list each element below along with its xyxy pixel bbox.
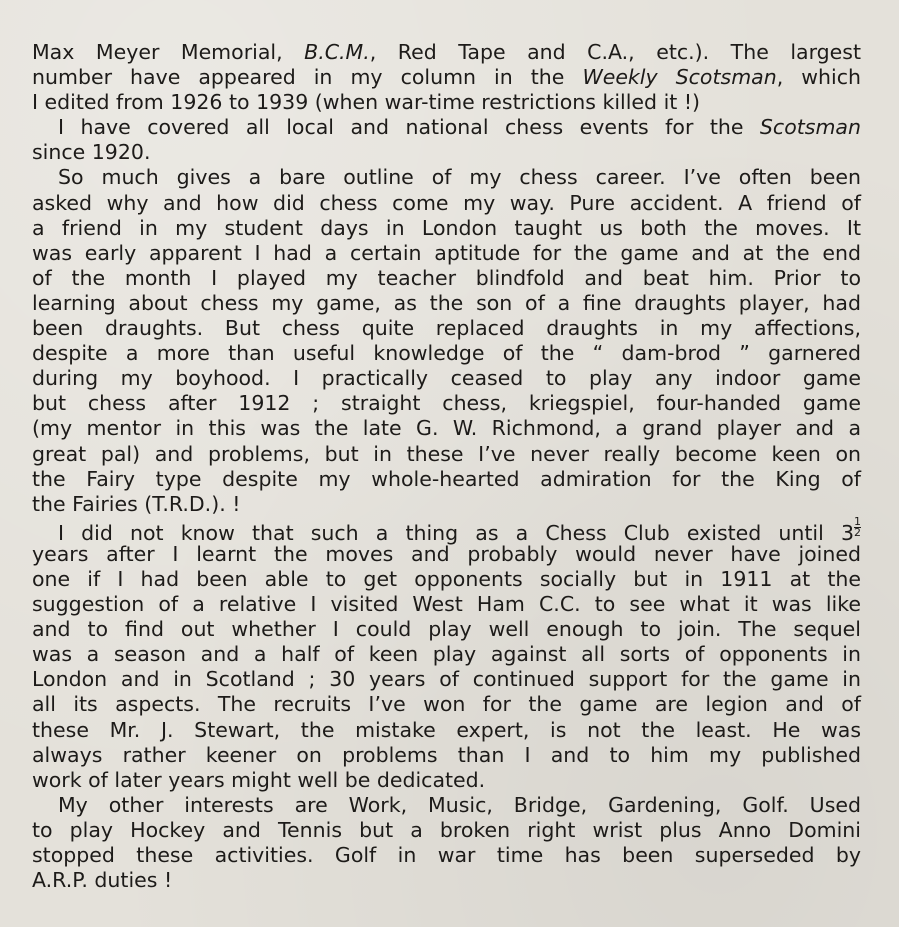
text-line — [32, 291, 861, 316]
text-run: to play Hockey and Tennis but a broken right wrist plus Anno Domini — [32, 817, 861, 842]
text-line — [32, 567, 861, 592]
text-line — [32, 542, 861, 567]
paragraph — [32, 793, 861, 893]
italic-text: Weekly Scotsman — [582, 65, 777, 90]
text-run: A.R.P. duties ! — [32, 868, 173, 893]
text-line — [32, 868, 861, 893]
text-run: I edited from 1926 to 1939 (when war-time restrictions killed it !) — [32, 90, 701, 115]
text-run: stopped these activities. Golf in war time has been superseded by — [32, 843, 861, 867]
fraction-denominator: 2 — [854, 525, 861, 539]
text-run: My other interests are Work, Music, Bridge, Gardening, Golf. Used — [58, 792, 861, 817]
text-run: number have appeared in my column in the — [32, 65, 583, 90]
text-run: one if I had been able to get opponents socially but in 1911 at the — [32, 566, 861, 591]
text-line — [32, 667, 861, 692]
text-line — [32, 718, 861, 743]
text-line — [32, 642, 861, 667]
text-run: and to find out whether I could play well enough to join. The sequel — [32, 617, 861, 642]
text-run: the Fairies (T.R.D.). ! — [32, 491, 241, 516]
text-run: learning about chess my game, as the son of a fine draughts player, had — [32, 290, 861, 315]
text-line — [32, 818, 861, 843]
text-line — [32, 140, 861, 165]
text-line — [32, 165, 861, 190]
text-line — [32, 743, 861, 768]
text-run: during my boyhood. I practically ceased to play any indoor game — [32, 366, 861, 391]
fraction — [854, 514, 861, 539]
text-line — [32, 216, 861, 241]
text-line — [32, 768, 861, 793]
text-run: I did not know that such a thing as a Chess Club existed until 3 — [58, 520, 854, 545]
text-line — [32, 793, 861, 818]
italic-text: Scotsman — [759, 115, 861, 140]
text-line — [32, 241, 861, 266]
text-run: these Mr. J. Stewart, the mistake expert, is not the least. He was — [32, 717, 861, 742]
text-run: I have covered all local and national chess events for the — [58, 115, 760, 140]
text-run: Max Meyer Memorial, — [32, 40, 305, 64]
text-run: despite a more than useful knowledge of the “ dam-brod ” garnered — [32, 341, 861, 366]
text-run: (my mentor in this was the late G. W. Richmond, a grand player and a — [32, 416, 861, 441]
text-run: all its aspects. The recruits I’ve won for the game are legion and of — [32, 692, 861, 717]
text-run: London and in Scotland ; 30 years of continued support for the game in — [32, 667, 861, 692]
paragraph — [32, 165, 861, 516]
text-line — [32, 40, 861, 65]
text-run: suggestion of a relative I visited West Ham C.C. to see what it was like — [32, 592, 861, 617]
text-run: , which — [776, 65, 861, 90]
text-run: been draughts. But chess quite replaced draughts in my affections, — [32, 316, 861, 341]
text-line — [32, 843, 861, 868]
text-run: great pal) and problems, but in these I’ve never really become keen on — [32, 441, 861, 466]
text-run: since 1920. — [32, 140, 151, 165]
text-line — [32, 191, 861, 216]
text-line — [32, 467, 861, 492]
text-run: was a season and a half of keen play against all sorts of opponents in — [32, 642, 861, 667]
text-body — [32, 40, 861, 893]
paragraph — [32, 40, 861, 115]
text-line — [32, 416, 861, 441]
text-line — [32, 316, 861, 341]
text-run: work of later years might well be dedicated. — [32, 767, 486, 792]
text-line — [32, 90, 861, 115]
text-run: always rather keener on problems than I and to him my published — [32, 742, 861, 767]
text-line — [32, 341, 861, 366]
text-line — [32, 391, 861, 416]
text-line — [32, 617, 861, 642]
text-run: of the month I played my teacher blindfold and beat him. Prior to — [32, 265, 861, 290]
text-line — [32, 366, 861, 391]
text-run: the Fairy type despite my whole-hearted admiration for the King of — [32, 466, 861, 491]
text-line — [32, 442, 861, 467]
text-run: a friend in my student days in London taught us both the moves. It — [32, 215, 861, 240]
text-line — [32, 65, 861, 90]
paragraph — [32, 115, 861, 165]
text-line — [32, 514, 861, 545]
text-run: but chess after 1912 ; straight chess, kriegspiel, four-handed game — [32, 391, 861, 416]
text-line — [32, 692, 861, 717]
text-line — [32, 266, 861, 291]
text-line — [32, 592, 861, 617]
text-line — [32, 492, 861, 517]
text-line — [32, 115, 861, 140]
text-run: asked why and how did chess come my way. Pure accident. A friend of — [32, 190, 861, 215]
text-run: was early apparent I had a certain aptitude for the game and at the end — [32, 240, 861, 265]
italic-text: B.C.M. — [304, 40, 370, 64]
text-run: years after I learnt the moves and probably would never have joined — [32, 541, 861, 566]
text-run: , Red Tape and C.A., etc.). The largest — [369, 40, 861, 64]
paragraph — [32, 514, 861, 793]
fraction-numerator: 1 — [854, 514, 861, 528]
text-run: So much gives a bare outline of my chess career. I’ve often been — [58, 165, 861, 190]
